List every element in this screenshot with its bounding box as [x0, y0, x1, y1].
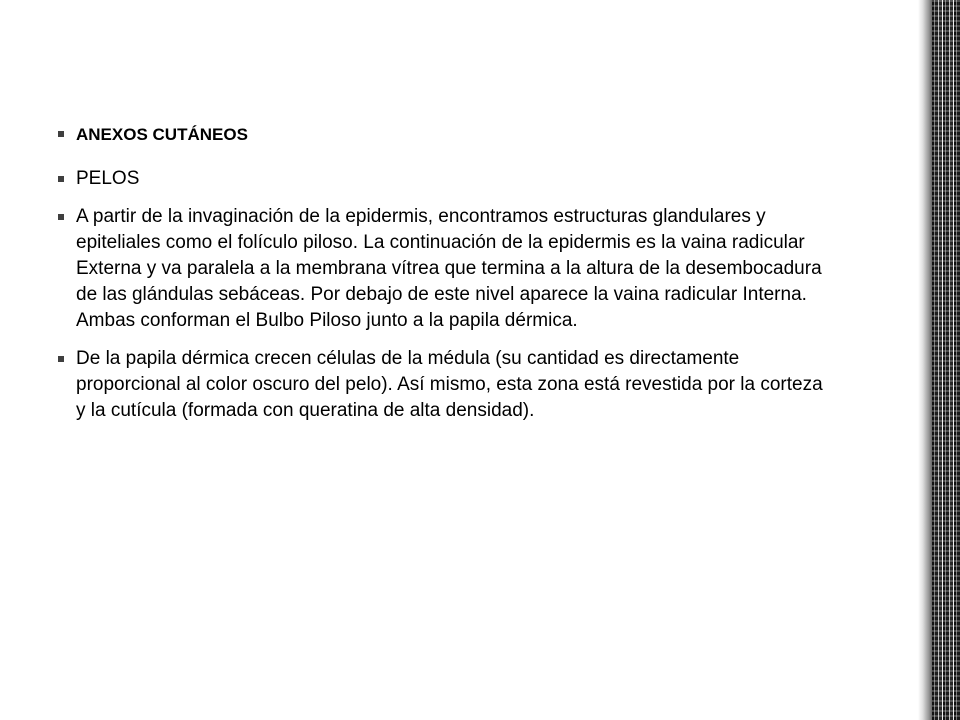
frame-texture — [932, 0, 960, 720]
slide-content — [58, 124, 828, 436]
bullet-heading-anexos — [58, 124, 828, 146]
square-bullet-icon — [58, 356, 64, 362]
subheading-text: PELOS — [76, 168, 140, 189]
square-bullet-icon — [58, 131, 64, 137]
decorative-side-frame — [918, 0, 960, 720]
square-bullet-icon — [58, 214, 64, 220]
frame-shadow — [918, 0, 932, 720]
bullet-subheading-pelos — [58, 166, 828, 192]
bullet-paragraph-2 — [58, 346, 828, 424]
square-bullet-icon — [58, 176, 64, 182]
bullet-paragraph-1 — [58, 204, 828, 334]
paragraph-text: A partir de la invaginación de la epidermis, encontramos estructuras glandulares y epiteliales como el folículo piloso. La continuación de la epidermis es la vaina radicular Externa y va paralela a la membrana vítrea que termina a la altura de la desembocadura de las glándulas sebáceas. Por debajo de este nivel aparece la vaina radicular Interna. Ambas conforman el Bulbo Piloso junto a la papila dérmica. — [76, 206, 822, 331]
paragraph-text: De la papila dérmica crecen células de la médula (su cantidad es directamente proporcional al color oscuro del pelo). Así mismo, esta zona está revestida por la corteza y la cutícula (formada con queratina de alta densidad). — [76, 348, 823, 421]
heading-text: ANEXOS CUTÁNEOS — [76, 125, 248, 144]
